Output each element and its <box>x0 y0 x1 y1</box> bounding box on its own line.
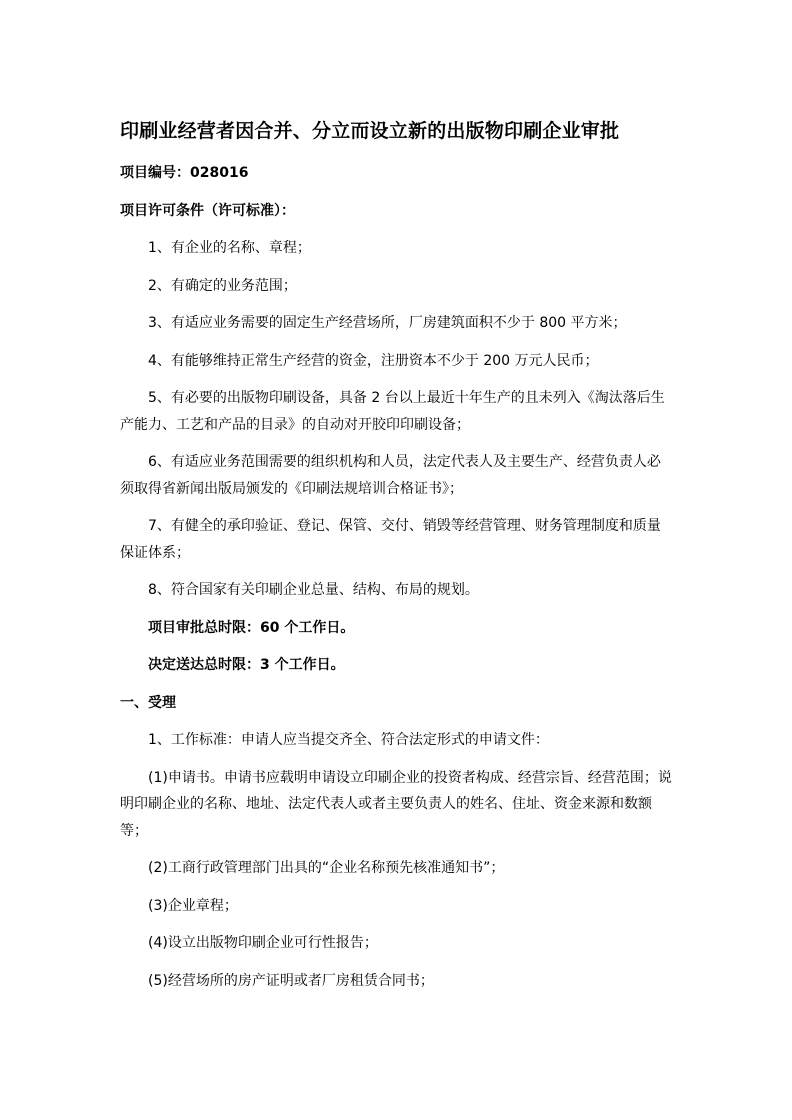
condition-item: 8、符合国家有关印刷企业总量、结构、布局的规划。 <box>148 582 479 598</box>
condition-item: 5、有必要的出版物印刷设备，具备 2 台以上最近十年生产的且未列入《淘汰落后生产能力、工艺和产品的目录》的自动对开胶印印刷设备； <box>120 390 665 433</box>
work-standard: 1、工作标准：申请人应当提交齐全、符合法定形式的申请文件： <box>148 732 549 748</box>
condition-item: 3、有适应业务需要的固定生产经营场所，厂房建筑面积不少于 800 平方米； <box>148 315 627 331</box>
delivery-time-limit: 决定送达总时限：3 个工作日。 <box>148 657 345 673</box>
document-item: (4)设立出版物印刷企业可行性报告； <box>148 935 378 951</box>
document-item: (1)申请书。申请书应载明申请设立印刷企业的投资者构成、经营宗旨、经营范围；说明印刷企业的名称、地址、法定代表人或者主要负责人的姓名、住址、资金来源和数额等； <box>120 769 672 839</box>
condition-item: 7、有健全的承印验证、登记、保管、交付、销毁等经营管理、财务管理制度和质量保证体系； <box>120 518 661 561</box>
document-body <box>120 160 674 1005</box>
document-item: (2)工商行政管理部门出具的“企业名称预先核准通知书”； <box>148 860 505 876</box>
conditions-heading: 项目许可条件（许可标准）： <box>120 202 295 219</box>
condition-item: 2、有确定的业务范围； <box>148 277 297 294</box>
condition-item: 4、有能够维持正常生产经营的资金，注册资本不少于 200 万元人民币； <box>148 352 599 369</box>
section-acceptance-heading: 一、受理 <box>120 694 176 711</box>
document-item: (5)经营场所的房产证明或者厂房租赁合同书； <box>148 972 434 989</box>
document-item: (3)企业章程； <box>148 897 238 914</box>
condition-item: 6、有适应业务范围需要的组织机构和人员，法定代表人及主要生产、经营负责人必须取得省新闻出版局颁发的《印刷法规培训合格证书》； <box>120 454 661 497</box>
condition-item: 1、有企业的名称、章程； <box>148 240 311 256</box>
project-number: 项目编号：028016 <box>120 165 249 181</box>
document-title: 印刷业经营者因合并、分立而设立新的出版物印刷企业审批 <box>120 120 620 142</box>
approval-time-limit: 项目审批总时限：60 个工作日。 <box>148 619 355 636</box>
